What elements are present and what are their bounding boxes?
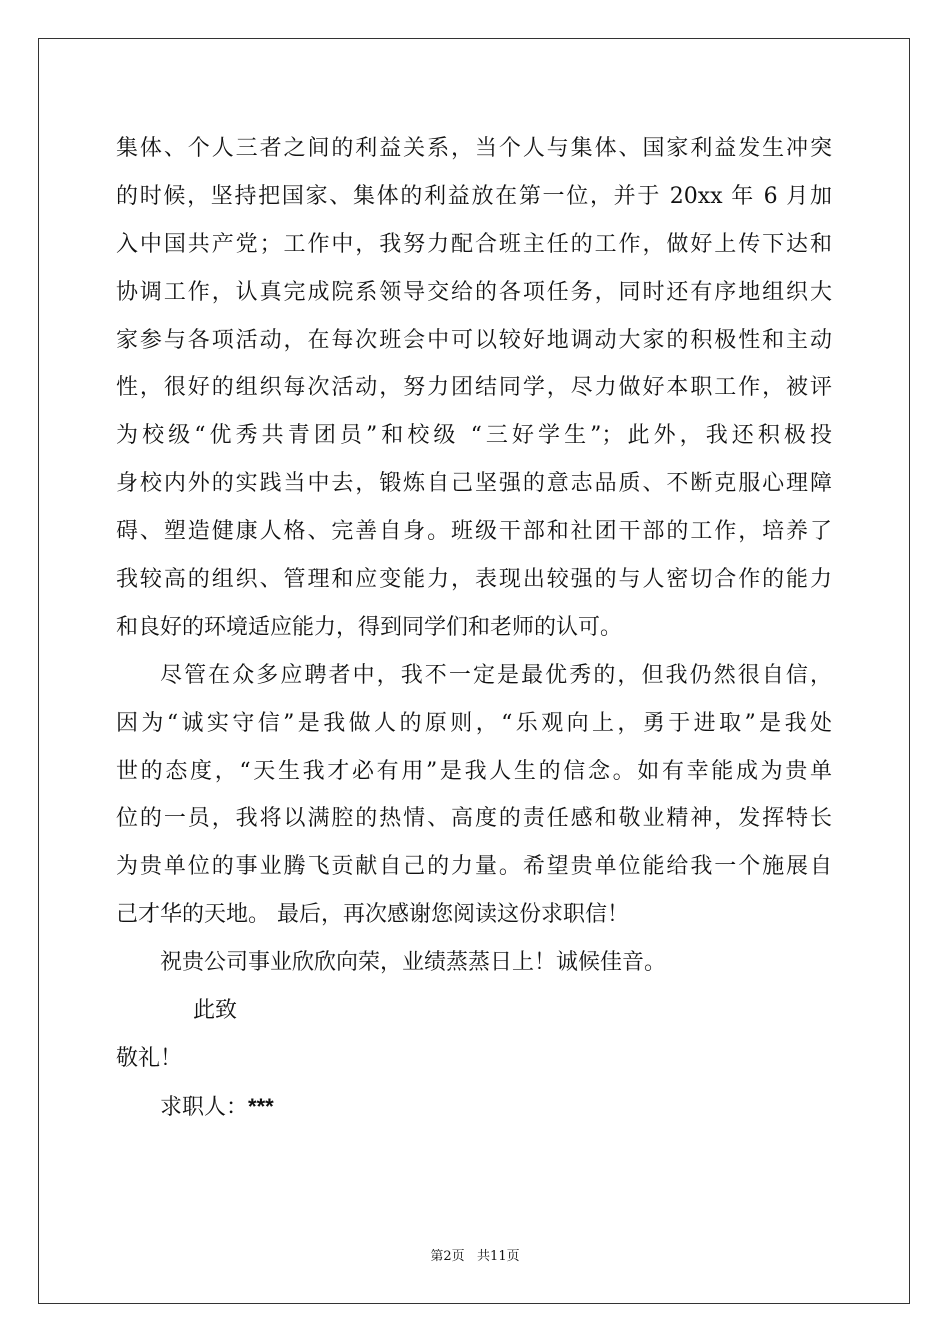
letter-body bbox=[116, 125, 832, 1131]
text-line: 碍、塑造健康人格、完善自身。班级干部和社团干部的工作，培养了 bbox=[116, 519, 832, 545]
text-line: 性，很好的组织每次活动，努力团结同学，尽力做好本职工作，被评 bbox=[116, 375, 832, 401]
signature-line bbox=[116, 1083, 832, 1131]
text-line: 和良好的环境适应能力，得到同学们和老师的认可。 bbox=[116, 614, 623, 640]
salutation-jingli: 敬礼！ bbox=[116, 1045, 183, 1071]
salutation-cizhi: 此致 bbox=[193, 998, 238, 1024]
text-line: 家参与各项活动，在每次班会中可以较好地调动大家的积极性和主动 bbox=[116, 327, 832, 353]
text-line: 为贵单位的事业腾飞贡献自己的力量。希望贵单位能给我一个施展自 bbox=[116, 854, 832, 880]
text-line: 集体、个人三者之间的利益关系，当个人与集体、国家利益发生冲突 bbox=[116, 136, 832, 161]
text-line: 世的态度，“天生我才必有用”是我人生的信念。如有幸能成为贵单 bbox=[116, 758, 832, 784]
text-line: 我较高的组织、管理和应变能力，表现出较强的与人密切合作的能力 bbox=[116, 567, 832, 593]
text-line: 尽管在众多应聘者中，我不一定是最优秀的，但我仍然很自信， bbox=[160, 662, 832, 688]
text-line: 协调工作，认真完成院系领导交给的各项任务，同时还有序地组织大 bbox=[116, 279, 832, 305]
signature-label: 求职人： bbox=[160, 1094, 249, 1120]
text-line: 的时候，坚持把国家、集体的利益放在第一位，并于 20xx 年 6 月加 bbox=[116, 183, 832, 209]
text-line: 入中国共产党；工作中，我努力配合班主任的工作，做好上传下达和 bbox=[116, 231, 832, 257]
signature-name: *** bbox=[248, 1093, 274, 1119]
text-line: 位的一员，我将以满腔的热情、高度的责任感和敬业精神，发挥特长 bbox=[116, 806, 832, 832]
closing-wish: 祝贵公司事业欣欣向荣，业绩蒸蒸日上！诚候佳音。 bbox=[160, 950, 667, 976]
text-line: 身校内外的实践当中去，锻炼自己坚强的意志品质、不断克服心理障 bbox=[116, 471, 832, 497]
text-line: 因为“诚实守信”是我做人的原则，“乐观向上，勇于进取”是我处 bbox=[116, 710, 832, 736]
text-line: 为校级“优秀共青团员”和校级 “三好学生”；此外，我还积极投 bbox=[116, 423, 832, 449]
text-line: 己才华的天地。 最后，再次感谢您阅读这份求职信！ bbox=[116, 902, 629, 928]
page-number: 第2页 共11页 bbox=[430, 1249, 520, 1264]
